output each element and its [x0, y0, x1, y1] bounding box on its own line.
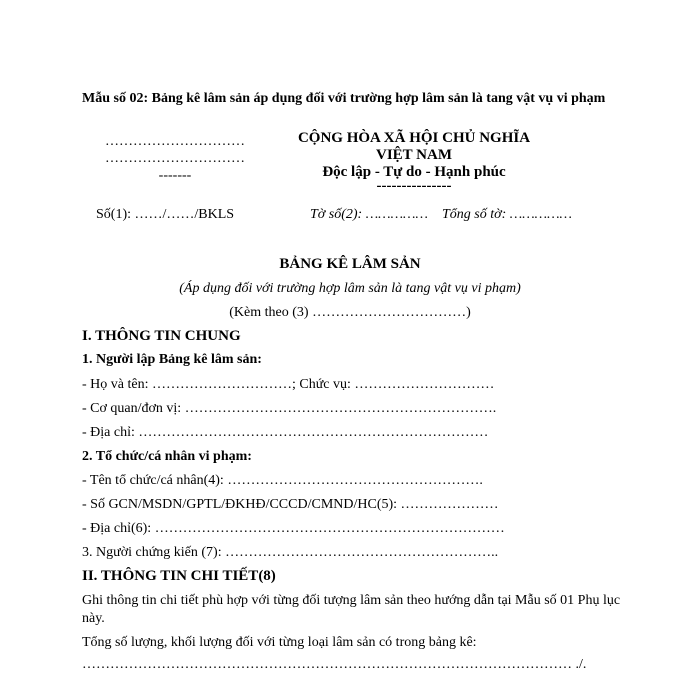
- section-2-heading: II. THÔNG TIN CHI TIẾT(8): [82, 568, 276, 584]
- field-agency: - Cơ quan/đơn vị: ………………………………………………………….: [82, 401, 497, 416]
- field-full-name: - Họ và tên: …………………………; Chức vụ: …………………………: [82, 377, 495, 392]
- total-quantity-label: Tổng số lượng, khối lượng đối với từng loại lâm sản có trong bảng kê:: [82, 635, 477, 650]
- subsection-2-heading: 2. Tổ chức/cá nhân vi phạm:: [82, 449, 252, 464]
- motto: Độc lập - Tự do - Hạnh phúc: [322, 164, 506, 180]
- total-sheets: Tổng số tờ: ……………: [442, 207, 572, 222]
- detail-instruction: Ghi thông tin chi tiết phù hợp với từng đối tượng lâm sản theo hướng dẫn tại Mẫu số 01 Phụ lục này.: [82, 593, 621, 626]
- motto-divider: ---------------: [376, 178, 452, 194]
- national-name: CỘNG HÒA XÃ HỘI CHỦ NGHĨA VIỆT NAM: [297, 130, 531, 163]
- field-violator-name: - Tên tổ chức/cá nhân(4): ……………………………………………….: [82, 473, 483, 488]
- national-motto-block: [280, 130, 548, 194]
- document-attachment: (Kèm theo (3) ……………………………): [229, 305, 471, 320]
- document-title: BẢNG KÊ LÂM SẢN: [279, 256, 421, 272]
- agency-line-2: …………………………: [105, 151, 245, 166]
- field-violator-address: - Địa chỉ(6): …………………………………………………………………: [82, 521, 505, 536]
- document-subtitle: (Áp dụng đối với trường hợp lâm sản là tang vật vụ vi phạm): [179, 281, 521, 296]
- section-1-heading: I. THÔNG TIN CHUNG: [82, 328, 241, 344]
- subsection-1-heading: 1. Người lập Bảng kê lâm sản:: [82, 352, 262, 367]
- field-id-number: - Số GCN/MSDN/GPTL/ĐKHĐ/CCCD/CMND/HC(5): …………………: [82, 497, 499, 512]
- document-number: Số(1): ……/……/BKLS: [96, 207, 235, 222]
- agency-line-1: …………………………: [105, 134, 245, 149]
- field-witness: 3. Người chứng kiến (7): …………………………………………………..: [82, 545, 499, 560]
- field-address: - Địa chỉ: …………………………………………………………………: [82, 425, 489, 440]
- agency-divider: -------: [158, 168, 192, 183]
- issuing-agency-block: [80, 133, 270, 184]
- sheet-number: Tờ số(2): ……………: [310, 207, 428, 222]
- form-title: Mẫu số 02: Bảng kê lâm sản áp dụng đối với trường hợp lâm sản là tang vật vụ vi phạm: [82, 91, 606, 106]
- total-quantity-dots: …………………………………………………………………………………………… ./.: [82, 657, 587, 672]
